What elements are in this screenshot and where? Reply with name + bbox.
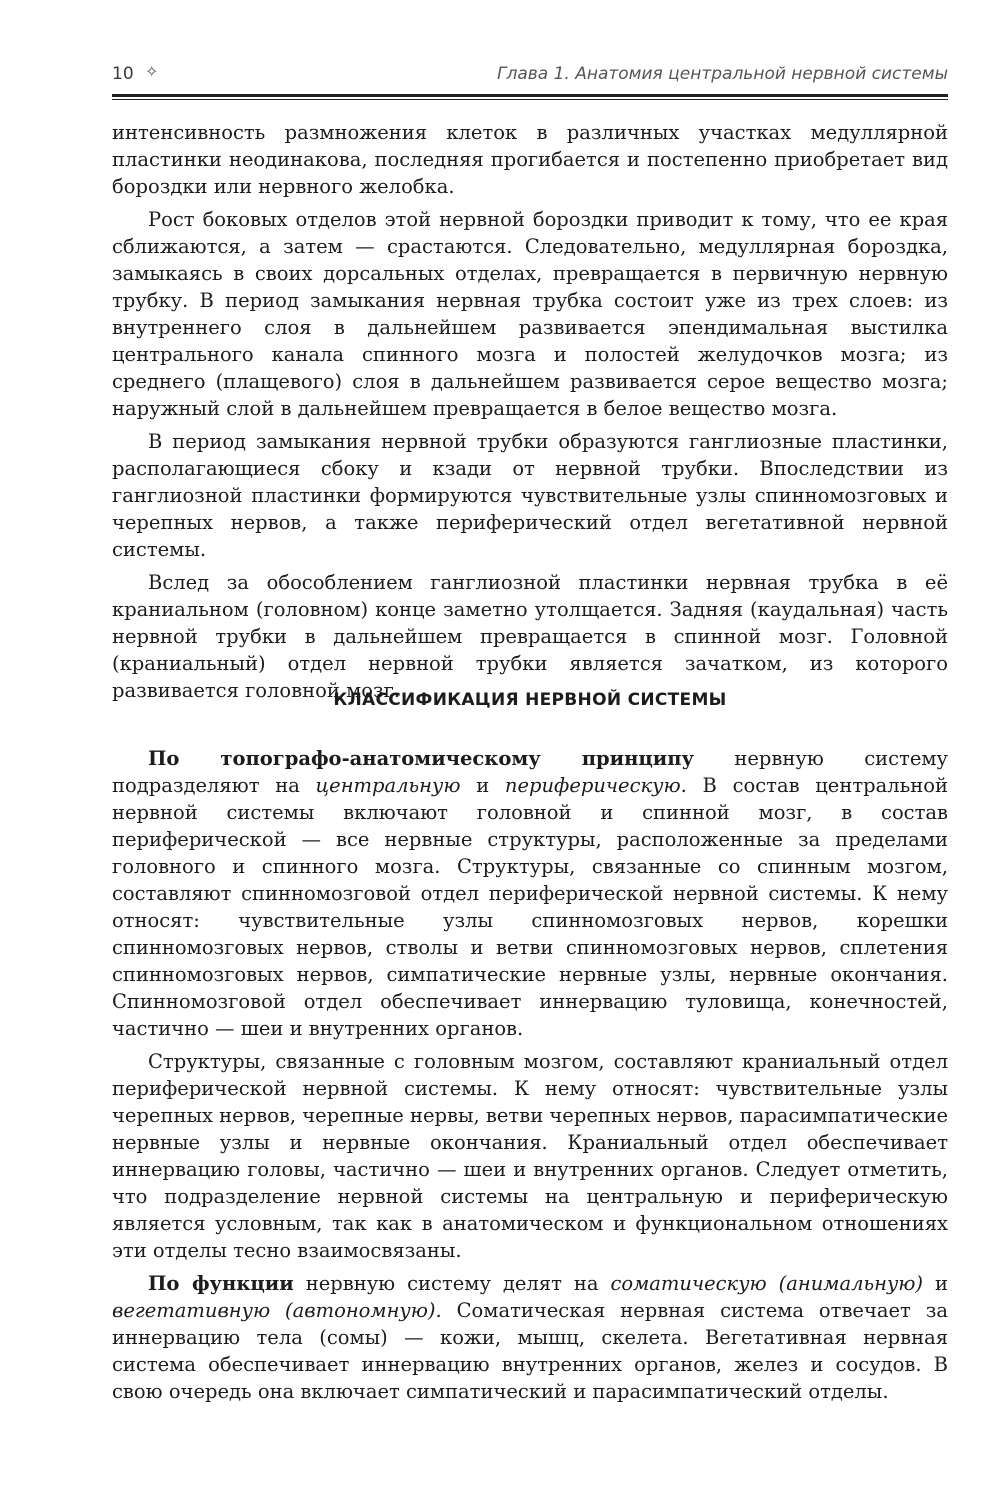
italic-term: вегетативную (автономную).	[112, 1299, 442, 1322]
running-title: Глава 1. Анатомия центральной нервной системы	[497, 64, 948, 84]
text-run: и	[460, 774, 505, 797]
italic-term: периферическую.	[504, 774, 687, 797]
paragraph: Рост боковых отделов этой нервной бороздки приводит к тому, что ее края сближаются, а затем — срастаются. Следовательно, медуллярная бороздка, замыкаясь в своих дорсальных отделах, превращается в первичную нервную трубку. В период замыкания нервная трубка состоит уже из трех слоев: из внутреннего слоя в дальнейшем развивается эпендимальная выстилка центрального канала спинного мозга и полостей желудочков мозга; из среднего (плащевого) слоя в дальнейшем развивается серое вещество мозга; наружный слой в дальнейшем превращается в белое вещество мозга.	[112, 208, 948, 420]
italic-term: соматическую (анимальную)	[610, 1272, 924, 1295]
section-heading: КЛАССИФИКАЦИЯ НЕРВНОЙ СИСТЕМЫ	[333, 690, 727, 710]
body-text-classification	[112, 745, 948, 1411]
bold-term: По функции	[148, 1272, 294, 1295]
paragraph-topographic	[112, 745, 948, 1042]
text-run: и	[923, 1272, 948, 1295]
running-header	[112, 60, 948, 88]
bold-term: По топографо-анатомическому принципу	[148, 747, 694, 770]
paragraph: В период замыкания нервной трубки образуются ганглиозные пластинки, располагающиеся сбоку и кзади от нервной трубки. Впоследствии из ганглиозной пластинки формируются чувствительные узлы спинномозговых и черепных нервов, а также периферический отдел вегетативной нервной системы.	[112, 430, 948, 561]
text-run: Соматическая нервная система отвечает за иннервацию тела (сомы) — кожи, мышц, скелета. Вегетативная нервная система обеспечивает иннервацию внутренних органов, желез и сосудов. В свою очередь она включает симпатический и парасимпатический отделы.	[112, 1299, 948, 1403]
paragraph: Вслед за обособлением ганглиозной пластинки нервная трубка в её краниальном (головном) конце заметно утолщается. Задняя (каудальная) часть нервной трубки в дальнейшем превращается в спинной мозг. Головной (краниальный) отдел нервной трубки является зачатком, из которого развивается головной мозг.	[112, 571, 948, 702]
paragraph: интенсивность размножения клеток в различных участках медуллярной пластинки неодинакова, последняя прогибается и постепенно приобретает вид бороздки или нервного желобка.	[112, 121, 948, 198]
header-rule-thin	[112, 99, 948, 100]
ornament-icon: ✧	[145, 62, 159, 81]
header-rule-thick	[112, 94, 948, 97]
text-run: нервную систему делят на	[293, 1272, 611, 1295]
paragraph-function	[112, 1270, 948, 1405]
page-number: 10	[112, 64, 134, 84]
text-run: В состав центральной нервной системы включают головной и спинной мозг, в состав периферической — все нервные структуры, расположенные за пределами головного и спинного мозга. Структуры, связанные со спинным мозгом, составляют спинномозговой отдел периферической нервной системы. К нему относят: чувствительные узлы спинномозговых нервов, корешки спинномозговых нервов, стволы и ветви спинномозговых нервов, сплетения спинномозговых нервов, симпатические нервные узлы, нервные окончания. Спинномозговой отдел обеспечивает иннервацию туловища, конечностей, частично — шеи и внутренних органов.	[112, 774, 948, 1040]
paragraph-cranial: Структуры, связанные с головным мозгом, составляют краниальный отдел периферической нервной системы. К нему относят: чувствительные узлы черепных нервов, черепные нервы, ветви черепных нервов, парасимпатические нервные узлы и нервные окончания. Краниальный отдел обеспечивает иннервацию головы, частично — шеи и внутренних органов. Следует отметить, что подразделение нервной системы на центральную и периферическую является условным, так как в анатомическом и функциональном отношениях эти отделы тесно взаимосвязаны.	[112, 1050, 948, 1262]
text-run: нервную систему подразделяют на	[112, 747, 949, 797]
italic-term: центральную	[315, 774, 461, 797]
body-text-top	[112, 119, 948, 710]
